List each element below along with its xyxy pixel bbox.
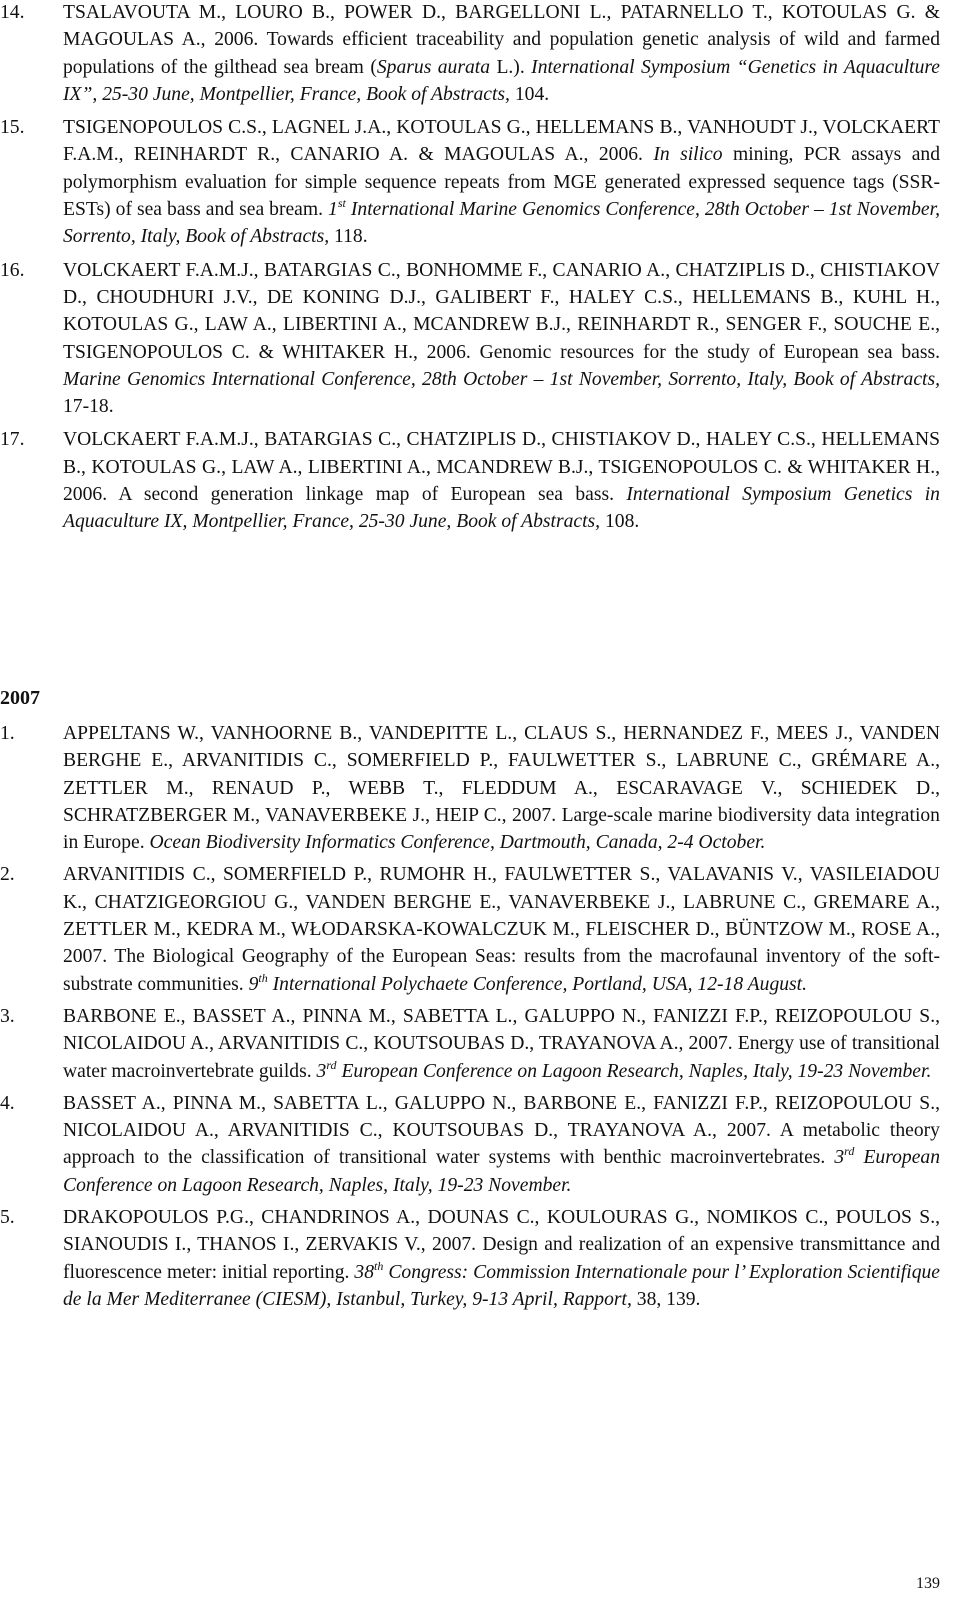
reference-number: 4. <box>0 1092 15 1114</box>
reference-number: 14. <box>0 2 25 23</box>
reference-authors: BASSET A., PINNA M., SABETTA L., GALUPPO N., BARBONE E., FANIZZI F.P., REIZOPOULOU S., NICOLAIDOU A., ARVANITIDIS C., KOUTSOUBAS D., TRAYANOVA A., 2007. <box>63 1092 940 1142</box>
reference-title: A second generation linkage map of European sea bass. <box>118 484 615 506</box>
reference-entry <box>0 861 960 997</box>
reference-authors: TSIGENOPOULOS C.S., LAGNEL J.A., KOTOULAS G., HELLEMANS B., VANHOUDT J., VOLCKAERT F.A.M., REINHARDT R., CANARIO A. & MAGOULAS A., 2006. <box>63 117 940 166</box>
venue-ordinal: 3rd <box>834 1144 855 1169</box>
venue-ordinal: 3rd <box>316 1057 337 1082</box>
reference-number: 5. <box>0 1207 15 1229</box>
reference-title: Design and realization of an expensive transmittance and fluorescence meter: initial reporting. <box>63 1234 940 1283</box>
reference-venue: Marine Genomics International Conference, 28th October – 1st November, Sorrento, Italy, Book of Abstracts, <box>63 368 940 390</box>
venue-ordinal: 38th <box>354 1258 384 1283</box>
reference-list-2006 <box>0 0 960 536</box>
reference-number: 3. <box>0 1005 15 1027</box>
reference-entry <box>0 114 960 250</box>
reference-pages: 38, 139. <box>636 1288 701 1310</box>
reference-entry <box>0 1090 960 1199</box>
reference-venue: International Polychaete Conference, Portland, USA, 12-18 August. <box>272 973 808 995</box>
reference-pages: 118. <box>334 226 368 248</box>
reference-title: Genomic resources for the study of European sea bass. <box>479 341 940 363</box>
reference-title-end: L.). <box>496 56 525 78</box>
reference-title: Energy use of transitional water macroinvertebrate guilds. <box>63 1033 940 1082</box>
reference-venue: Congress: Commission Internationale pour l’ Exploration Scientifique de la Mer Mediterranee (CIESM), Istanbul, Turkey, 9-13 April, Rapport, <box>63 1261 940 1310</box>
reference-venue: International Symposium “Genetics in Aquaculture IX”, 25-30 June, Montpellier, France, Book of Abstracts, <box>63 56 941 105</box>
section-heading-year: 2007 <box>0 687 40 709</box>
reference-number: 15. <box>0 117 25 139</box>
reference-entry <box>0 1204 960 1313</box>
reference-number: 2. <box>0 864 15 886</box>
reference-pages: 104. <box>514 83 550 105</box>
reference-number: 1. <box>0 723 15 744</box>
reference-authors: DRAKOPOULOS P.G., CHANDRINOS A., DOUNAS C., KOULOURAS G., NOMIKOS C., POULOS S., SIANOUDIS I., THANOS I., ZERVAKIS V., 2007. <box>63 1207 940 1256</box>
reference-authors: VOLCKAERT F.A.M.J., BATARGIAS C., BONHOMME F., CANARIO A., CHATZIPLIS D., CHISTIAKOV D., CHOUDHURI J.V., DE KONING D.J., GALIBERT F., HALEY C.S., HELLEMANS B., KUHL H., KOTOULAS G., LAW A., LIBERTINI A., MCANDREW B.J., REINHARDT R., SENGER F., SOUCHE E., TSIGENOPOULOS C. & WHITAKER H., 2006. <box>63 259 940 363</box>
reference-venue: International Symposium Genetics in Aquaculture IX, Montpellier, France, 25-30 June, Book of Abstracts, <box>63 484 940 533</box>
reference-entry <box>0 720 960 856</box>
reference-title: A metabolic theory approach to the classification of transitional water systems with benthic macroinvertebrates. <box>63 1120 940 1169</box>
reference-authors: BARBONE E., BASSET A., PINNA M., SABETTA L., GALUPPO N., FANIZZI F.P., REIZOPOULOU S., NICOLAIDOU A., ARVANITIDIS C., KOUTSOUBAS D., TRAYANOVA A., 2007. <box>63 1005 940 1055</box>
reference-venue: European Conference on Lagoon Research, Naples, Italy, 19-23 November. <box>341 1060 932 1082</box>
venue-ordinal: 9th <box>248 970 268 995</box>
page-number: 139 <box>916 1575 940 1592</box>
reference-title: Towards efficient traceability and population genetic analysis of wild and farmed populations of the gilthead sea bream ( <box>63 29 940 78</box>
reference-title: Large-scale marine biodiversity data integration in Europe. <box>63 804 940 854</box>
reference-entry <box>0 257 960 421</box>
reference-venue: European Conference on Lagoon Research, Naples, Italy, 19-23 November. <box>63 1147 941 1196</box>
reference-list-2007 <box>0 720 960 1313</box>
reference-number: 16. <box>0 259 25 281</box>
reference-venue: International Marine Genomics Conference, 28th October – 1st November, Sorrento, Italy, Book of Abstracts, <box>63 199 940 248</box>
reference-authors: TSALAVOUTA M., LOURO B., POWER D., BARGELLONI L., PATARNELLO T., KOTOULAS G. & MAGOULAS A., 2006. <box>63 2 940 51</box>
reference-authors: VOLCKAERT F.A.M.J., BATARGIAS C., CHATZIPLIS D., CHISTIAKOV D., HALEY C.S., HELLEMANS B., KOTOULAS G., LAW A., LIBERTINI A., MCANDREW B.J., TSIGENOPOULOS C. & WHITAKER H., 2006. <box>63 429 940 506</box>
reference-pages: 17-18. <box>63 396 114 418</box>
species-name: Sparus aurata <box>376 56 490 78</box>
reference-entry <box>0 0 960 108</box>
reference-authors: APPELTANS W., VANHOORNE B., VANDEPITTE L., CLAUS S., HERNANDEZ F., MEES J., VANDEN BERGHE E., ARVANITIDIS C., SOMERFIELD P., FAULWETTER S., LABRUNE C., GRÉMARE A., ZETTLER M., RENAUD P., WEBB T., FLEDDUM A., ESCARAVAGE V., SCHIEDEK D., SCHRATZBERGER M., VANAVERBEKE J., HEIP C., 2007. <box>63 723 940 826</box>
reference-title-italic: In silico <box>653 144 723 166</box>
reference-venue: Ocean Biodiversity Informatics Conference, Dartmouth, Canada, 2-4 October. <box>149 832 766 854</box>
reference-title: The Biological Geography of the European Seas: results from the macrofaunal inventory of the soft-substrate communities. <box>63 946 941 995</box>
reference-entry <box>0 1003 960 1085</box>
venue-ordinal: 1st <box>328 196 346 221</box>
reference-title: mining, PCR assays and polymorphism evaluation for simple sequence repeats from MGE generated expressed sequence tags (SSR-ESTs) of sea bass and sea bream. <box>63 144 941 221</box>
reference-number: 17. <box>0 429 25 451</box>
reference-pages: 108. <box>605 511 640 533</box>
reference-authors: ARVANITIDIS C., SOMERFIELD P., RUMOHR H., FAULWETTER S., VALAVANIS V., VASILEIADOU K., CHATZIGEORGIOU G., VANDEN BERGHE E., VANAVERBEKE J., LABRUNE C., GREMARE A., ZETTLER M., KEDRA M., WŁODARSKA-KOWALCZUK M., FLEISCHER D., BÜNTZOW M., ROSE A., 2007. <box>63 864 940 968</box>
reference-entry <box>0 426 960 535</box>
